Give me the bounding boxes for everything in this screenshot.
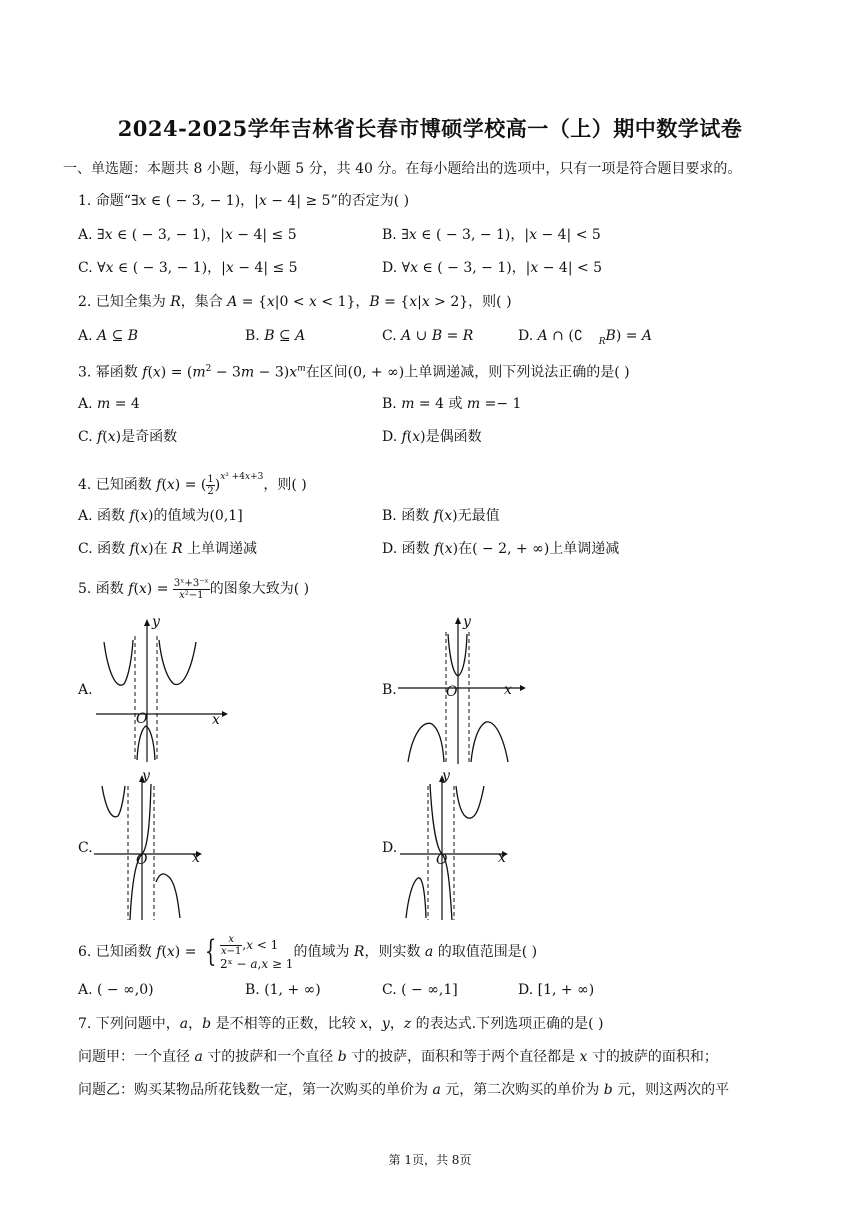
q4-option-a: A. 函数 𝑓(𝑥)的值域为(0,1]: [78, 508, 243, 524]
graph-a: [92, 616, 232, 762]
q2-option-a: A. 𝐴 ⊆ 𝐵: [78, 328, 139, 344]
q2-option-d-tail: 𝐵) = 𝐴: [605, 328, 653, 344]
q2-option-c: C. 𝐴 ∪ 𝐵 = 𝑅: [382, 328, 474, 344]
q4-stem-pre: 4. 已知函数 𝑓(𝑥) = (: [78, 477, 207, 493]
q2-option-b: B. 𝐵 ⊆ 𝐴: [245, 328, 306, 344]
q6-option-c: C. ( − ∞,1]: [382, 982, 458, 998]
question-6-stem: [78, 930, 537, 974]
graph-d-curve-right: [456, 786, 484, 818]
q6-brace: {: [204, 934, 217, 969]
q6-option-a: A. ( − ∞,0): [78, 982, 154, 998]
page-title: 2024-2025学年吉林省长春市博硕学校高一（上）期中数学试卷: [117, 116, 743, 141]
q1-option-d: D. ∀𝑥 ∈ ( − 3, − 1)，|𝑥 − 4| < 5: [382, 260, 603, 276]
q4-option-d: D. 函数 𝑓(𝑥)在( − 2, + ∞)上单调递减: [382, 541, 620, 557]
q5-frac-den: 𝑥²−1: [179, 589, 204, 601]
graph-b-origin: O: [446, 684, 458, 700]
section-heading: 一、单选题：本题共 8 小题，每小题 5 分，共 40 分。在每小题给出的选项中，只有一项是符合题目要求的。: [63, 161, 742, 177]
graph-b-curve-right: [471, 722, 508, 762]
q2-option-d-sub: 𝑅: [598, 336, 606, 347]
q3-stem-post: 在区间(0, + ∞)上单调递减，则下列说法正确的是( ): [305, 364, 630, 381]
q4-frac-den: 2: [207, 485, 214, 497]
q4-exponent: 𝑥² +4𝑥+3: [220, 472, 264, 482]
graph-b: [396, 612, 536, 764]
graph-a-label: A.: [78, 682, 93, 698]
q3-stem-pre: 3. 幂函数 𝑓(𝑥) = (𝑚: [78, 364, 206, 381]
question-5-stem: [78, 574, 309, 604]
q3-option-d: D. 𝑓(𝑥)是偶函数: [382, 429, 482, 445]
page-footer: 第 1页，共 8页: [388, 1153, 472, 1167]
q6-option-d: D. [1, + ∞): [518, 982, 595, 998]
graph-c-curve-right: [156, 874, 180, 918]
graph-a-y-label: y: [152, 614, 160, 630]
graph-a-origin: O: [136, 711, 148, 727]
q6-stem-pre: 6. 已知函数 𝑓(𝑥) =: [78, 944, 201, 960]
graph-b-y-label: y: [463, 614, 471, 630]
q3-stem-mid: − 3𝑚 − 3)𝑥: [211, 364, 298, 381]
q4-fraction: [206, 474, 214, 497]
graph-a-curve-right: [159, 640, 196, 684]
q4-stem-post: ，则( ): [263, 477, 307, 493]
graph-c: [92, 770, 216, 922]
graph-b-x-label: x: [504, 682, 512, 698]
q3-option-a: A. 𝑚 = 4: [78, 396, 140, 412]
q6-option-b: B. (1, + ∞): [245, 982, 321, 998]
q3-option-b: B. 𝑚 = 4 或 𝑚 =− 1: [382, 396, 522, 412]
graph-d: [398, 770, 522, 922]
graph-c-y-label: y: [142, 768, 150, 784]
q6-piece1-den: 𝑥−1: [220, 945, 242, 957]
q3-option-c: C. 𝑓(𝑥)是奇函数: [78, 429, 178, 445]
graph-a-x-label: x: [212, 712, 220, 728]
q6-piecewise: [220, 934, 293, 971]
question-3-stem: [78, 360, 630, 382]
graph-c-label: C.: [78, 840, 93, 856]
q1-option-a: A. ∃𝑥 ∈ ( − 3, − 1)，|𝑥 − 4| ≤ 5: [78, 227, 297, 243]
graph-d-curve-left: [406, 878, 426, 918]
q4-frac-num: 1: [207, 473, 214, 485]
q5-stem-pre: 5. 函数 𝑓(𝑥) =: [78, 581, 173, 597]
q5-stem-post: 的图象大致为( ): [209, 581, 310, 597]
q5-fraction: [173, 578, 210, 601]
question-4-stem: 4. 已知函数 𝑓(𝑥) = ( $\frac{1}{2}$ )$^{𝑥^2 +4𝑥+3}$，则( ): [78, 472, 307, 497]
q6-piece2: 2ˣ − 𝑎,𝑥 ≥ 1: [219, 956, 294, 971]
graph-d-origin: O: [436, 852, 448, 868]
graph-a-curve-middle: [137, 726, 155, 760]
graph-d-y-label: y: [442, 768, 450, 784]
graph-b-y-arrow: [455, 617, 461, 624]
q2-option-d-text: D. 𝐴 ∩ (∁: [518, 328, 583, 344]
graph-a-y-arrow: [144, 619, 150, 626]
graph-a-curve-left: [104, 640, 133, 685]
q6-piece1-fraction: [220, 934, 242, 957]
q4-option-b: B. 函数 𝑓(𝑥)无最值: [382, 508, 500, 524]
q6-stem-post: 的值域为 𝑅，则实数 𝑎 的取值范围是( ): [293, 944, 538, 960]
q6-piece1-cond: ,𝑥 < 1: [242, 937, 279, 952]
graph-d-label: D.: [382, 840, 398, 856]
graph-b-x-arrow: [520, 685, 526, 691]
q3-sup-2: 𝑚: [297, 364, 306, 374]
graph-b-label: B.: [382, 682, 397, 698]
q3-sup-1: 2: [205, 364, 212, 374]
graph-d-x-label: x: [498, 850, 506, 866]
q1-option-b: B. ∃𝑥 ∈ ( − 3, − 1)，|𝑥 − 4| < 5: [382, 227, 601, 243]
graph-a-x-arrow: [222, 711, 228, 717]
q5-frac-num: 3ˣ+3⁻ˣ: [173, 577, 209, 589]
question-7-stem: 7. 下列问题中，𝑎，𝑏 是不相等的正数，比较 𝑥，𝑦，𝑧 的表达式.下列选项正确的是( ): [78, 1016, 604, 1032]
q6-piece1-num: 𝑥: [220, 934, 242, 946]
graph-c-x-label: x: [192, 850, 200, 866]
q7-problem-a: 问题甲：一个直径 𝑎 寸的披萨和一个直径 𝑏 寸的披萨，面积和等于两个直径都是 𝑥 寸的披萨的面积和；: [78, 1049, 718, 1065]
graph-c-origin: O: [136, 852, 148, 868]
q1-option-c: C. ∀𝑥 ∈ ( − 3, − 1)，|𝑥 − 4| ≤ 5: [78, 260, 298, 276]
question-1-stem: 1. 命题“∃𝑥 ∈ ( − 3, − 1)，|𝑥 − 4| ≥ 5”的否定为( ): [78, 193, 410, 209]
question-2-stem: 2. 已知全集为 𝑅，集合 𝐴 = {𝑥|0 < 𝑥 < 1}，𝐵 = {𝑥|𝑥 > 2}，则( ): [78, 294, 512, 310]
q7-problem-b: 问题乙：购买某物品所花钱数一定，第一次购买的单价为 𝑎 元，第二次购买的单价为 𝑏 元，则这两次的平: [78, 1082, 730, 1098]
q2-option-d: [518, 327, 652, 351]
q4-option-c: C. 函数 𝑓(𝑥)在 𝑅 上单调递减: [78, 541, 258, 557]
graph-c-curve-left: [102, 786, 125, 817]
graph-b-curve-left: [408, 723, 444, 762]
